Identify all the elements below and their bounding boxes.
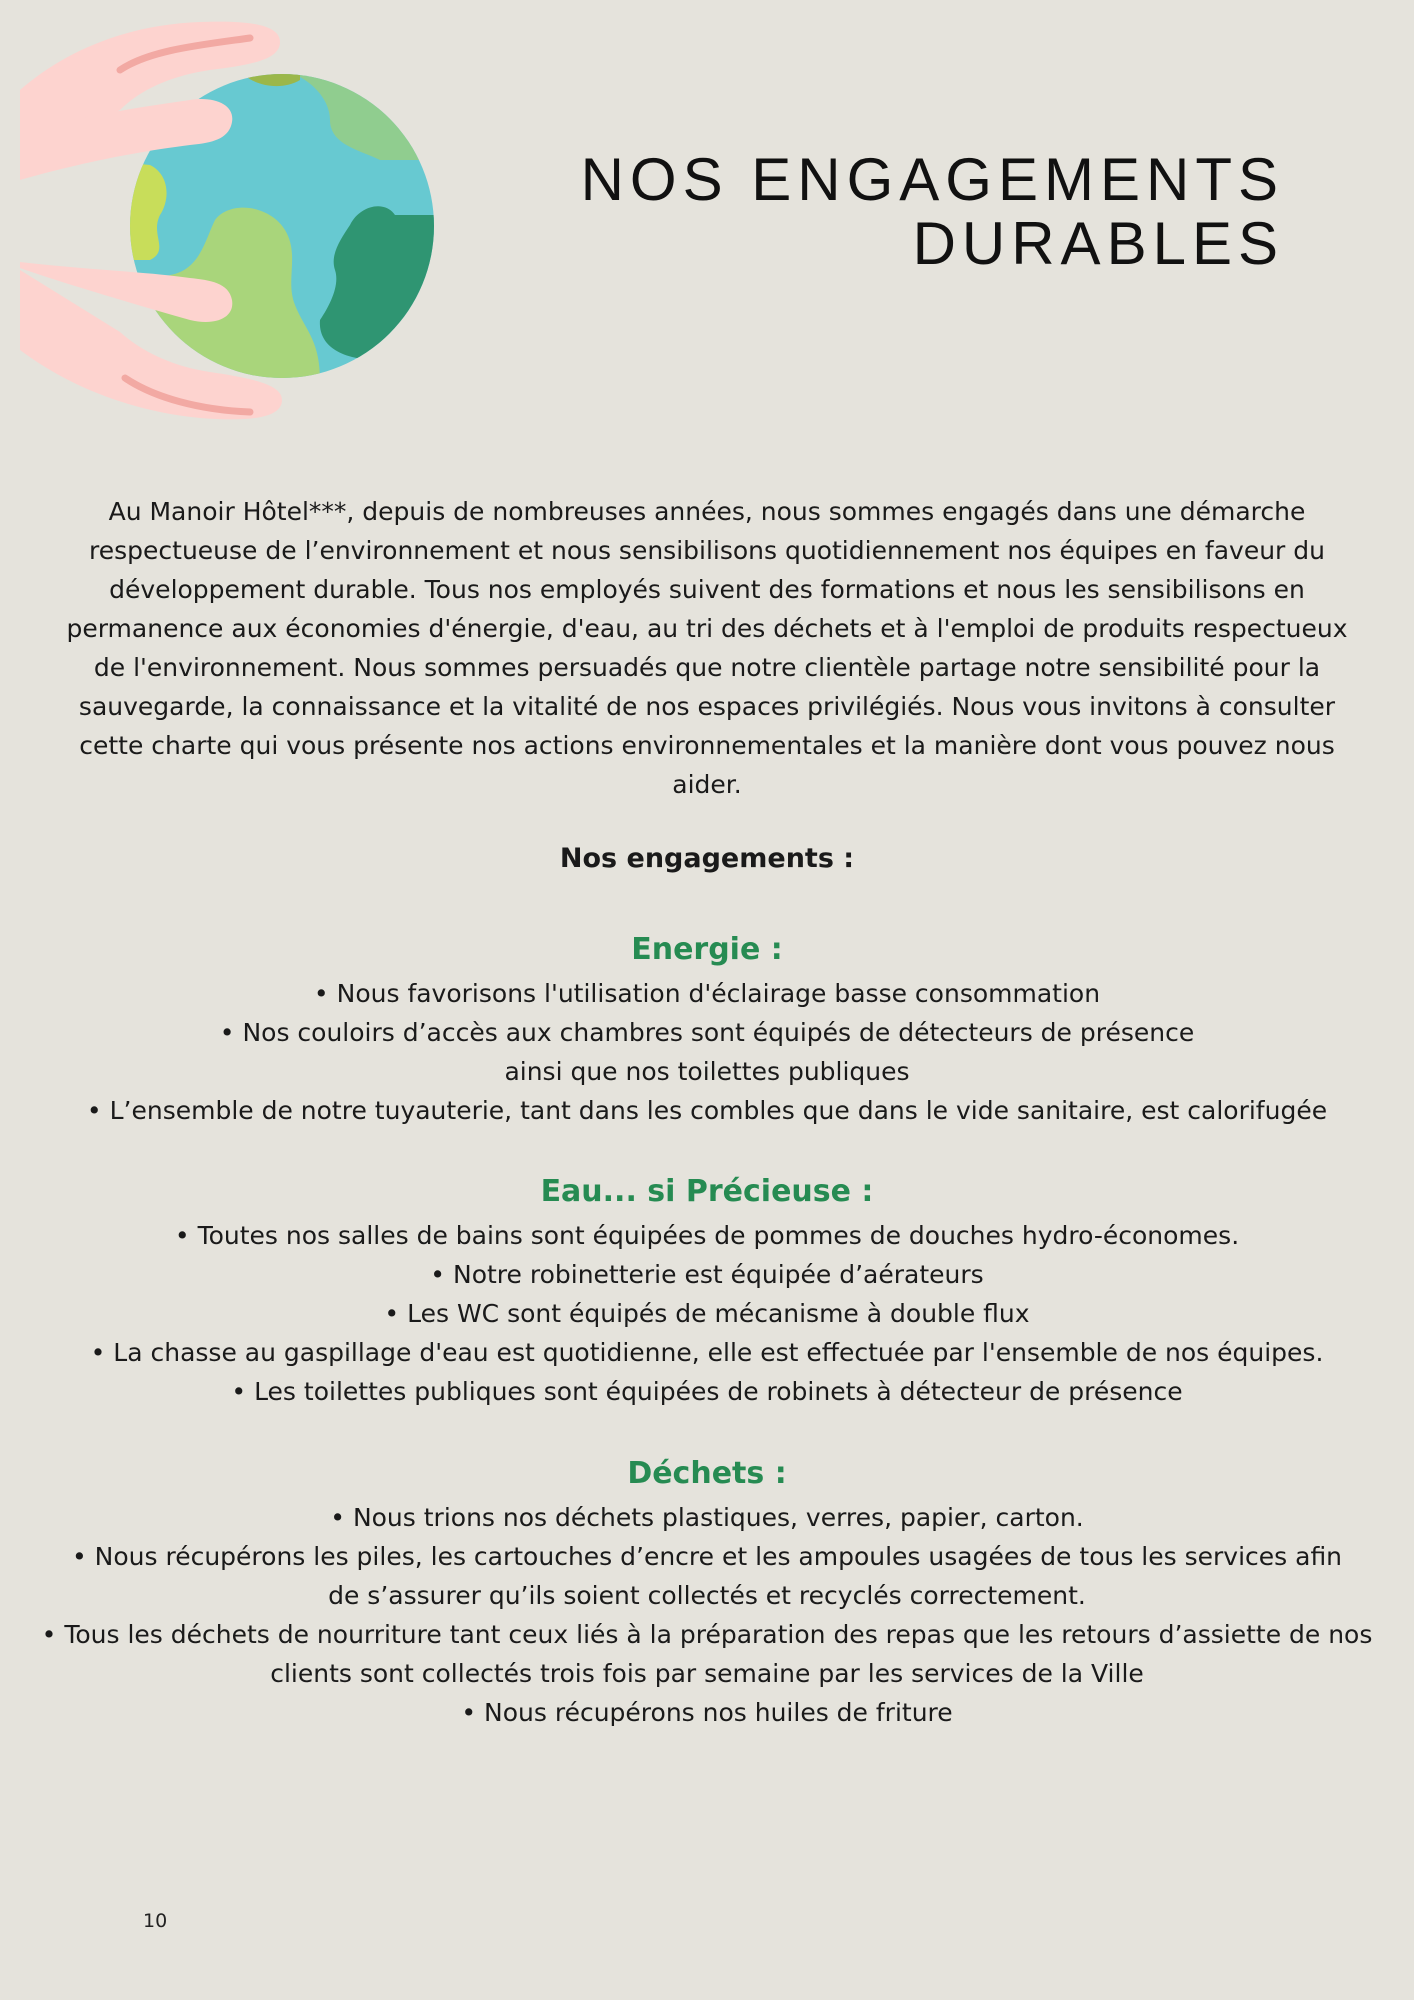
intro-paragraph: Au Manoir Hôtel***, depuis de nombreuses années, nous sommes engagés dans une démarche respectueuse de l’environnement et nous sensibilisons quotidiennement nos équipes en faveur du développement durable. Tous nos employés suivent des formations et nous les sensibilisons en permanence aux économies d'énergie, d'eau, au tri des déchets et à l'emploi de produits respectueux de l'environnement. Nous sommes persuadés que notre clientèle partage notre sensibilité pour la sauvegarde, la connaissance et la vitalité de nos espaces privilégiés. Nous vous invitons à consulter cette charte qui vous présente nos actions environnementales et la manière dont vous pouvez nous aider. [66,497,1348,799]
section-heading-energie: Energie : [631,932,783,967]
list-energie [109,974,1328,1130]
list-item: • Les WC sont équipés de mécanisme à double flux [40,1294,1374,1333]
section-heading-dechets: Déchets : [627,1456,787,1491]
page-number: 10 [143,1910,168,1932]
list-item: • L’ensemble de notre tuyauterie, tant dans les combles que dans le vide sanitaire, est calorifugée [80,1091,1334,1130]
list-item: • Toutes nos salles de bains sont équipées de pommes de douches hydro-économes. [40,1216,1374,1255]
engagements-heading: Nos engagements : [559,843,855,874]
list-item: • Nous récupérons nos huiles de friture [40,1693,1374,1732]
page-title-line-2: DURABLES [912,210,1284,277]
list-item: • Les toilettes publiques sont équipées de robinets à détecteur de présence [40,1372,1374,1411]
list-eau [40,1216,1374,1411]
list-item: • La chasse au gaspillage d'eau est quotidienne, elle est effectuée par l'ensemble de nos équipes. [40,1333,1374,1372]
list-dechets [40,1498,1374,1732]
list-item: • Nos couloirs d’accès aux chambres sont équipés de détecteurs de présence ainsi que nos toilettes publiques [200,1013,1214,1091]
section-heading-eau: Eau... si Précieuse : [540,1174,874,1209]
list-item: • Nous trions nos déchets plastiques, verres, papier, carton. [40,1498,1374,1537]
list-item: • Nous récupérons les piles, les cartouches d’encre et les ampoules usagées de tous les services afin de s’assurer qu’ils soient collectés et recyclés correctement. [40,1537,1374,1615]
page-title [581,148,1284,276]
list-item: • Tous les déchets de nourriture tant ceux liés à la préparation des repas que les retours d’assiette de nos clients sont collectés trois fois par semaine par les services de la Ville [40,1615,1374,1693]
page-title-line-1: NOS ENGAGEMENTS [580,146,1284,213]
list-item: • Nous favorisons l'utilisation d'éclairage basse consommation [200,974,1214,1013]
list-item: • Notre robinetterie est équipée d’aérateurs [40,1255,1374,1294]
hands-holding-globe-icon [0,0,460,440]
